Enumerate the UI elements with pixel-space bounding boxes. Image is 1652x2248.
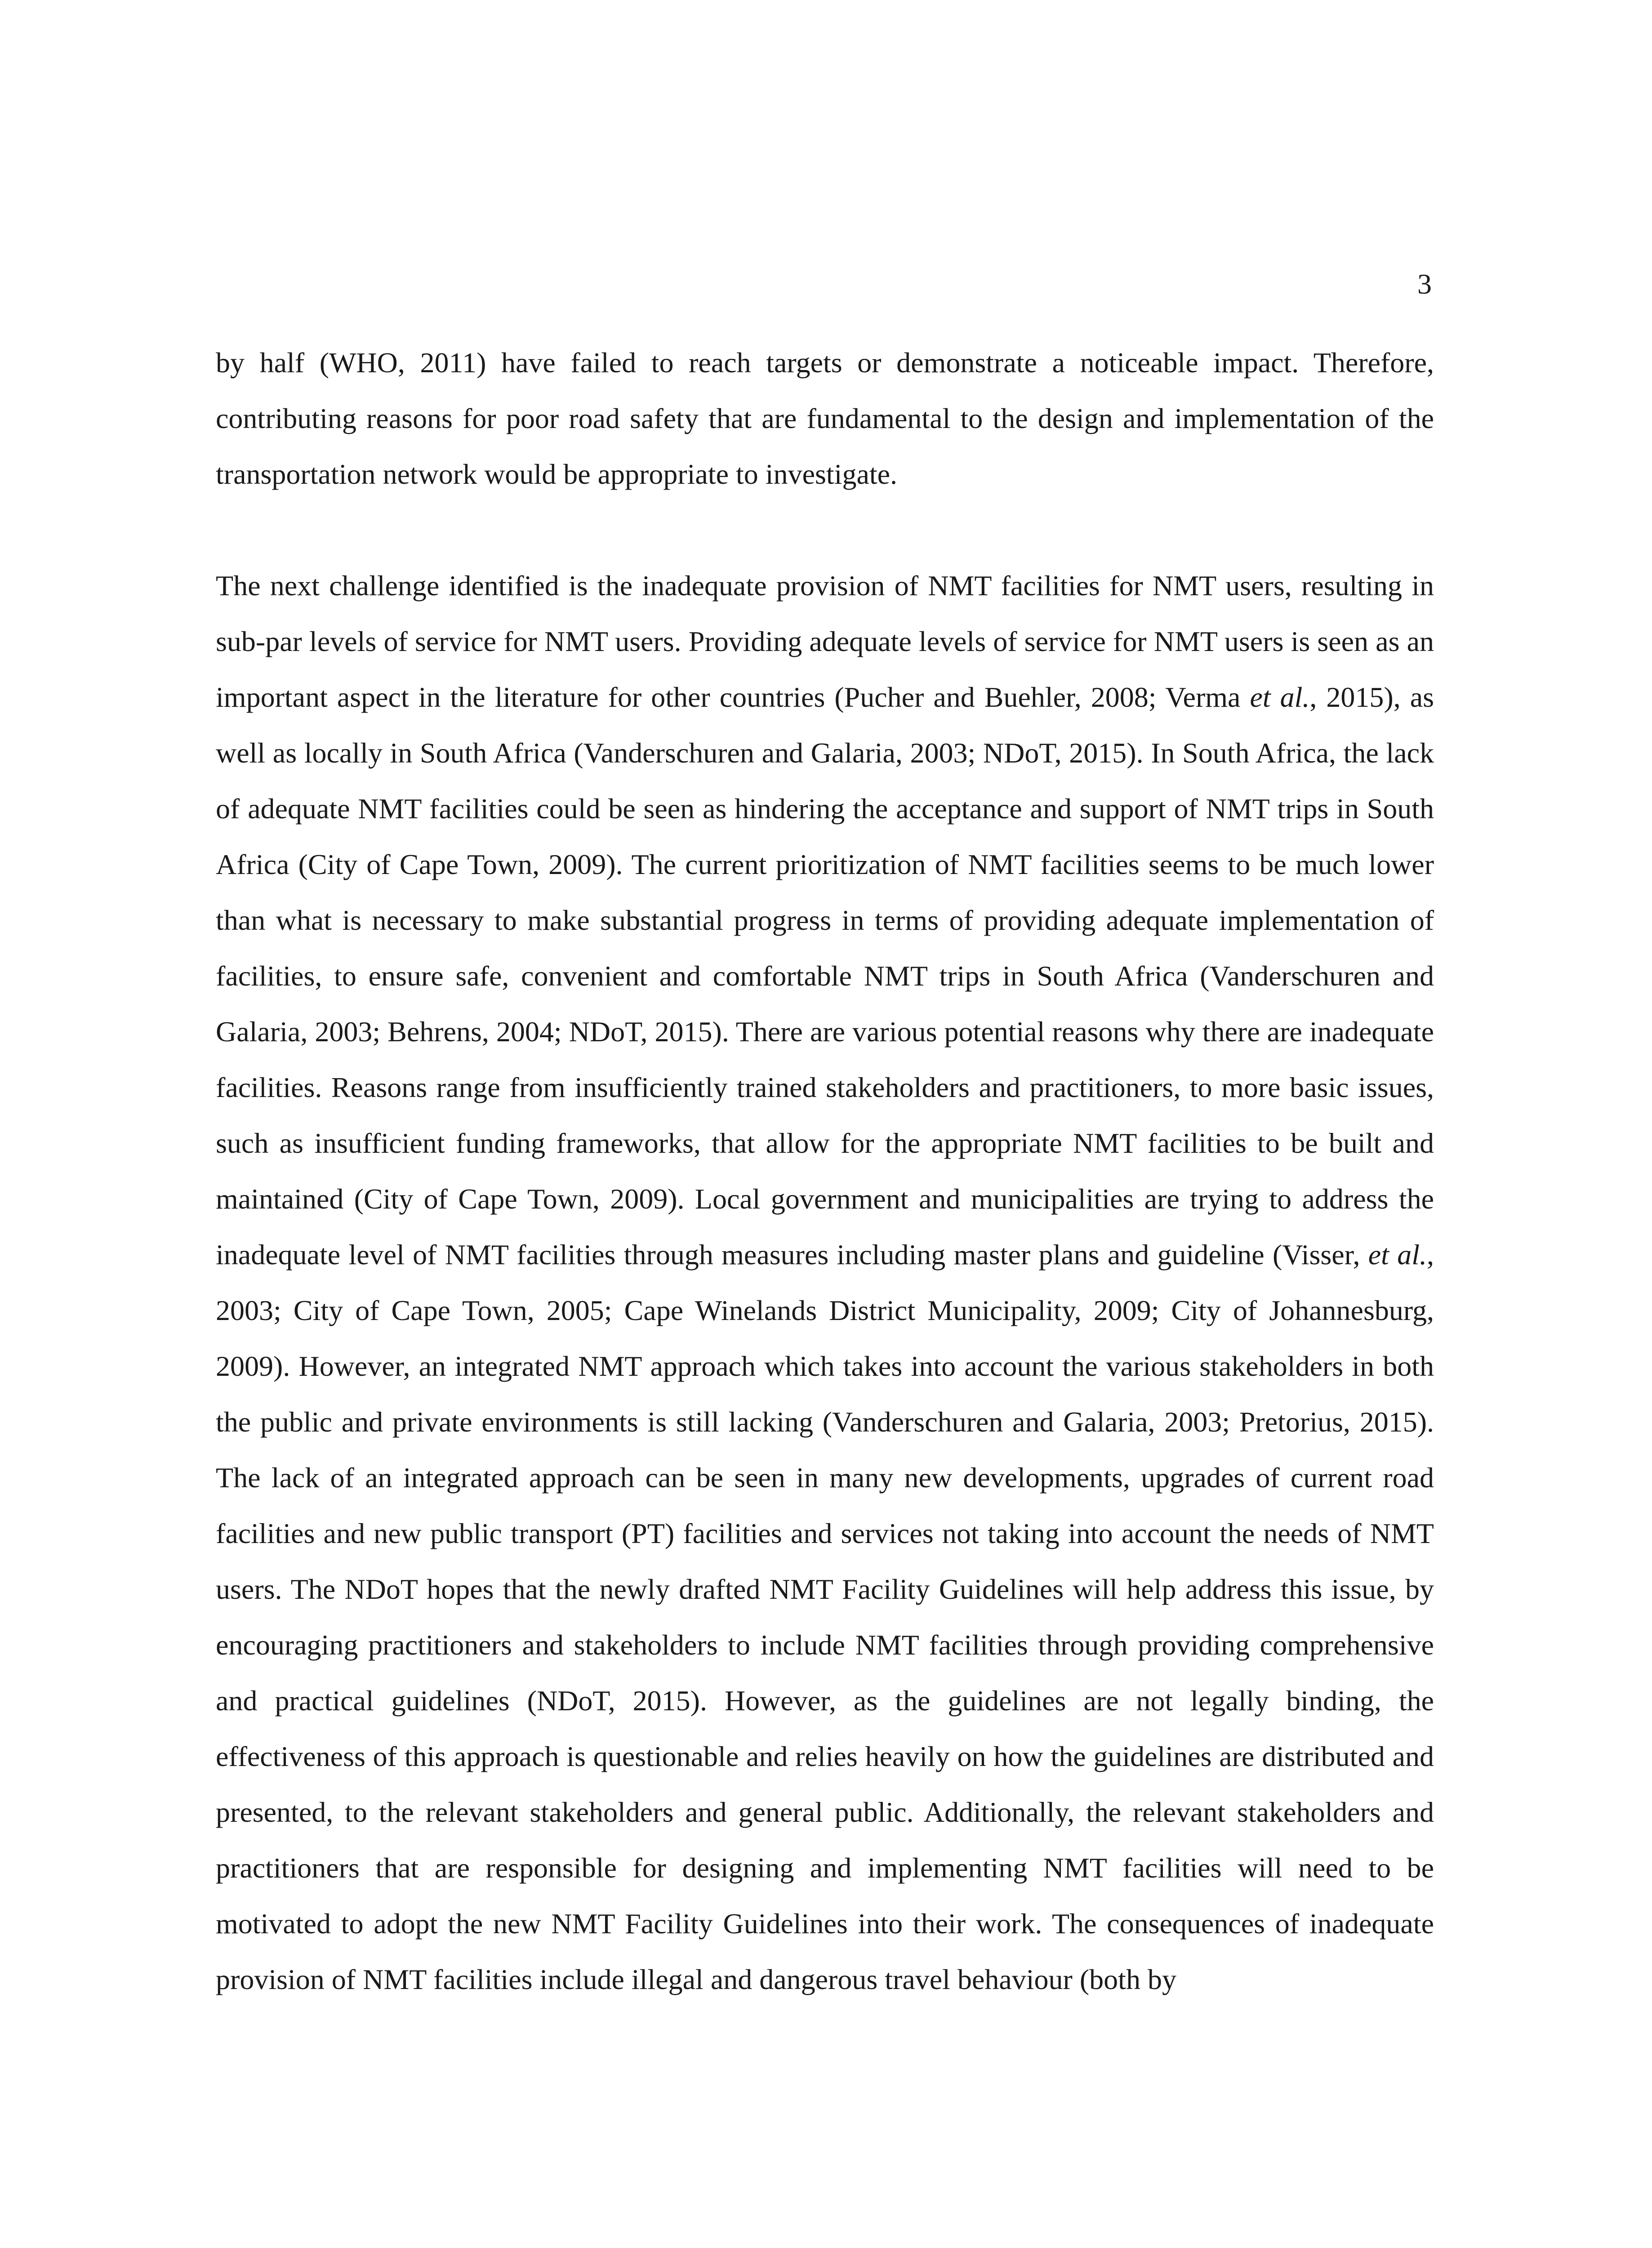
text-segment: , 2015), as well as locally in South Africa (Vanderschuren and Galaria, 2003; NDoT, 2015). In South Africa, the lack of adequate NMT facilities could be seen as hindering the acceptance and support of NMT trips in South Africa (City of Cape Town, 2009). The current prioritization of NMT facilities seems to be much lower than what is necessary to make substantial progress in terms of providing adequate implementation of facilities, to ensure safe, convenient and comfortable NMT trips in South Africa (Vanderschuren and Galaria, 2003; Behrens, 2004; NDoT, 2015). There are various potential reasons why there are inadequate facilities. Reasons range from insufficiently trained stakeholders and practitioners, to more basic issues, such as insufficient funding frameworks, that allow for the appropriate NMT facilities to be built and maintained (City of Cape Town, 2009). Local government and municipalities are trying to address the inadequate level of NMT facilities through measures including master plans and guideline (Visser, xyxy=(216,681,1434,1271)
body-text xyxy=(216,335,1434,2007)
page-number: 3 xyxy=(1417,268,1432,300)
italic-citation: et al. xyxy=(1250,681,1310,713)
italic-citation: et al. xyxy=(1368,1239,1427,1271)
text-segment: The next challenge identified is the inadequate provision of NMT facilities for NMT users, resulting in sub-par levels of service for NMT users. Providing adequate levels of service for NMT users is seen as an important aspect in the literature for other countries (Pucher and Buehler, 2008; Verma xyxy=(216,570,1434,713)
text-segment: , 2003; City of Cape Town, 2005; Cape Winelands District Municipality, 2009; City of Johannesburg, 2009). However, an integrated NMT approach which takes into account the various stakeholders in both the public and private environments is still lacking (Vanderschuren and Galaria, 2003; Pretorius, 2015). The lack of an integrated approach can be seen in many new developments, upgrades of current road facilities and new public transport (PT) facilities and services not taking into account the needs of NMT users. The NDoT hopes that the newly drafted NMT Facility Guidelines will help address this issue, by encouraging practitioners and stakeholders to include NMT facilities through providing comprehensive and practical guidelines (NDoT, 2015). However, as the guidelines are not legally binding, the effectiveness of this approach is questionable and relies heavily on how the guidelines are distributed and presented, to the relevant stakeholders and general public. Additionally, the relevant stakeholders and practitioners that are responsible for designing and implementing NMT facilities will need to be motivated to adopt the new NMT Facility Guidelines into their work. The consequences of inadequate provision of NMT facilities include illegal and dangerous travel behaviour (both by xyxy=(216,1239,1434,1995)
paragraph-2 xyxy=(216,558,1434,2007)
paragraph-1 xyxy=(216,335,1434,502)
text-segment: by half (WHO, 2011) have failed to reach targets or demonstrate a noticeable impact. Therefore, contributing reasons for poor road safety that are fundamental to the design and implementation of the transportation network would be appropriate to investigate. xyxy=(216,347,1434,490)
